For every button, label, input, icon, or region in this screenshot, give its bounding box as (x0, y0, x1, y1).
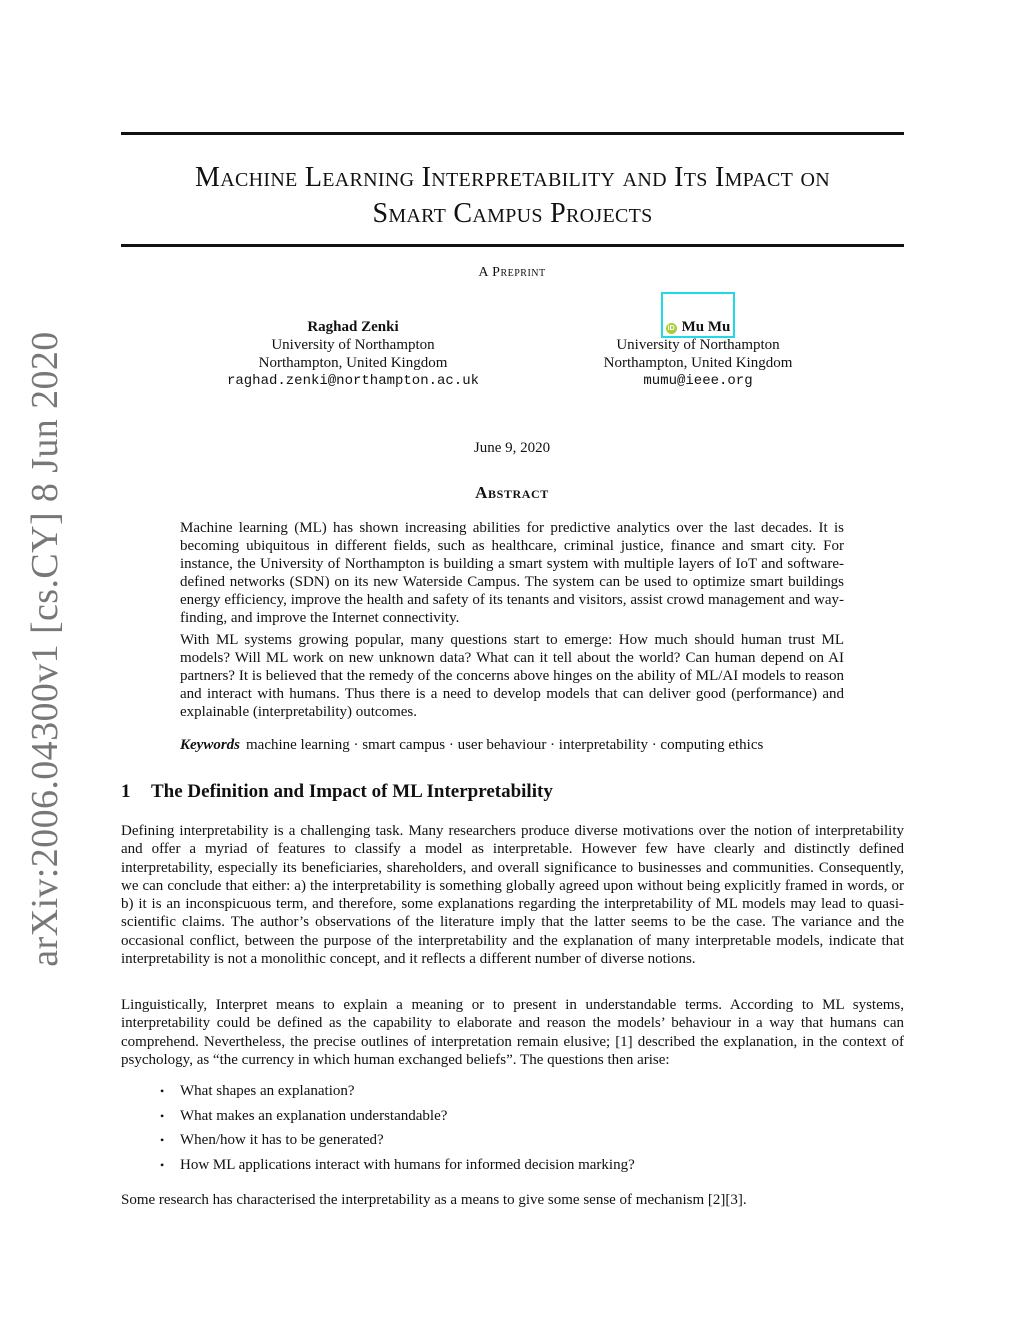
title-line-2: Smart Campus Projects (372, 198, 653, 229)
body-paragraph-3: Some research has characterised the interpretability as a means to give some sense of mechanism [2][3]. (121, 1192, 747, 1208)
author-name: Mu Mu (681, 319, 731, 335)
body-paragraph-2: Linguistically, Interpret means to explain a meaning or to present in understandable terms. According to ML systems, interpretability could be defined as the capability to elaborate and reason the models’ behaviour in a way that humans can comprehend. Nevertheless, the precise outlines of interpretation remain elusive; [1] described the explanation, in the context of psychology, as “the currency in which human exchanged beliefs”. The questions then arise: (121, 997, 904, 1068)
orcid-link-highlight[interactable] (661, 292, 735, 338)
arxiv-stamp: arXiv:2006.04300v1 [cs.CY] 8 Jun 2020 (24, 331, 66, 967)
abstract-heading: Abstract (475, 483, 549, 502)
paper-date: June 9, 2020 (473, 440, 551, 456)
question-list (160, 1083, 635, 1181)
bullet-marker: • (160, 1084, 165, 1098)
list-item (160, 1157, 635, 1182)
author-location: Northampton, United Kingdom (258, 355, 448, 371)
keywords-line (180, 737, 880, 754)
abstract-body (180, 519, 844, 725)
title-line-1: Machine Learning Interpretability and Its Impact on (195, 162, 830, 193)
list-item (160, 1083, 635, 1108)
title-rule-top (121, 132, 904, 135)
keywords-label: Keywords (180, 737, 240, 753)
abstract-paragraph: Machine learning (ML) has shown increasing abilities for predictive analytics over the last decades. It is becoming ubiquitous in different fields, such as healthcare, criminal justice, finance and smart city. For instance, the University of Northampton is building a smart system with multiple layers of IoT and software-defined networks (SDN) on its new Waterside Campus. The system can be used to optimize smart buildings energy efficiency, improve the health and safety of its tenants and visitors, assist crowd management and way-finding, and improve the Internet connectivity. (180, 520, 844, 626)
list-item (160, 1108, 635, 1133)
author-name: Raghad Zenki (307, 319, 399, 335)
list-item-text: How ML applications interact with humans for informed decision marking? (180, 1156, 635, 1173)
section-number: 1 (121, 781, 131, 802)
author-affiliation: University of Northampton (616, 337, 780, 353)
author-email[interactable]: raghad.zenki@northampton.ac.uk (226, 373, 480, 389)
section-title: The Definition and Impact of ML Interpretability (151, 781, 553, 802)
abstract-paragraph: With ML systems growing popular, many questions start to emerge: How much should human trust ML models? Will ML work on new unknown data? What can it tell about the world? Can human depend on AI partners? It is believed that the remedy of the concerns above hinges on the ability of ML/AI models to reason and interact with humans. Thus there is a need to develop models that can deliver good (performance) and explainable (interpretability) outcomes. (180, 632, 844, 720)
list-item (160, 1132, 635, 1157)
paper-title (121, 160, 904, 232)
body-paragraph-1: Defining interpretability is a challenging task. Many researchers produce diverse motivations over the notion of interpretability and offer a myriad of features to classify a model as interpretable. However few have clearly and distinctly defined interpretability, especially its beneficiaries, shareholders, and overall significance to businesses and communities. Consequently, we can conclude that either: a) the interpretability is something globally agreed upon without being explicitly framed in words, or b) it is an inconspicuous term, and therefore, some explanations regarding the interpretability of ML models may lead to quasi-scientific claims. The author’s observations of the literature imply that the latter seems to be the case. The variance and the occasional conflict, between the purpose of the interpretability and the explanation of many interpretable models, indicate that interpretability is not a monolithic concept, and it reflects a different number of diverse notions. (121, 823, 904, 968)
orcid-icon[interactable]: iD (667, 325, 675, 332)
author-affiliation: University of Northampton (271, 337, 435, 353)
bullet-marker: • (160, 1157, 165, 1172)
preprint-label: A Preprint (478, 265, 546, 280)
author-location: Northampton, United Kingdom (603, 355, 793, 371)
list-item-text: What shapes an explanation? (180, 1083, 355, 1099)
author-block-1 (200, 318, 506, 390)
bullet-marker: • (160, 1108, 165, 1123)
list-item-text: What makes an explanation understandable? (180, 1107, 448, 1124)
keywords-text: machine learning · smart campus · user behaviour · interpretability · computing ethics (246, 737, 764, 753)
list-item-text: When/how it has to be generated? (180, 1132, 384, 1148)
title-rule-bottom (121, 244, 904, 247)
bullet-marker: • (160, 1133, 165, 1147)
section-heading (121, 781, 553, 803)
author-email[interactable]: mumu@ieee.org (643, 373, 753, 389)
